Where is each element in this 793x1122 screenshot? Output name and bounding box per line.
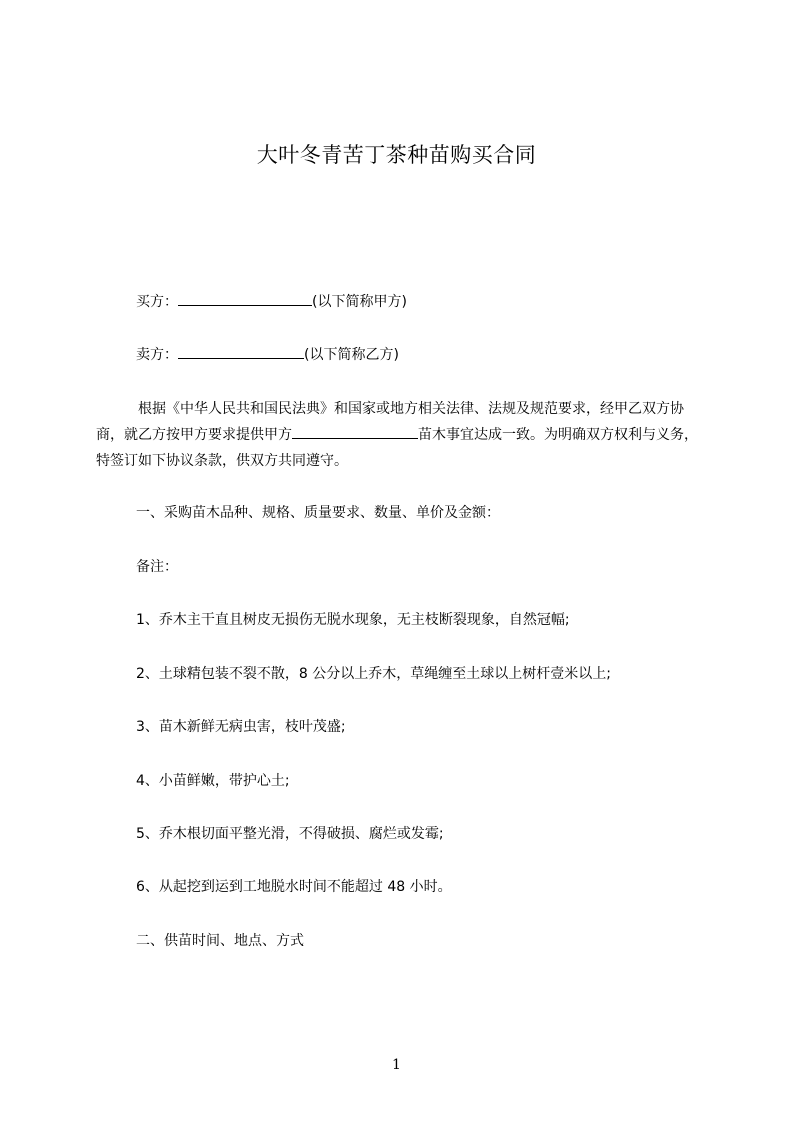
section-2-heading: 二、供苗时间、地点、方式 <box>136 933 304 949</box>
remark-item: 6、从起挖到运到工地脱水时间不能超过 48 小时。 <box>136 879 452 895</box>
buyer-suffix: (以下简称甲方) <box>312 294 407 310</box>
seller-suffix: (以下简称乙方) <box>304 347 399 363</box>
remarks-label: 备注： <box>136 559 178 575</box>
seller-blank <box>178 344 304 359</box>
buyer-label: 买方： <box>136 294 178 310</box>
remark-item: 3、苗木新鲜无病虫害，枝叶茂盛; <box>136 719 346 735</box>
page-number: 1 <box>392 1057 401 1073</box>
seedling-blank <box>292 424 418 439</box>
remark-item: 5、乔木根切面平整光滑，不得破损、腐烂或发霉; <box>136 826 444 842</box>
remark-item: 4、小苗鲜嫩，带护心土; <box>136 773 290 789</box>
document-title: 大叶冬青苦丁茶种苗购买合同 <box>256 143 537 167</box>
seller-label: 卖方： <box>136 347 178 363</box>
buyer-blank <box>178 291 312 306</box>
remark-item: 1、乔木主干直且树皮无损伤无脱水现象，无主枝断裂现象，自然冠幅; <box>136 612 570 628</box>
buyer-line <box>136 291 407 312</box>
section-1-heading: 一、采购苗木品种、规格、质量要求、数量、单价及金额： <box>136 505 500 521</box>
intro-paragraph <box>96 396 700 474</box>
seller-line <box>136 344 399 365</box>
intro-text-1: 根据《中华人民共和国民法典》和国家或地方相关法律、法规及规范要求，经甲乙双方协商，就乙方按甲方要求提供甲方 <box>96 401 684 443</box>
remark-item: 2、土球精包装不裂不散，8 公分以上乔木，草绳缠至土球以上树杆壹米以上; <box>136 666 611 682</box>
intro-text-2: 苗木事宜达成一致。为明确双方权利与义务，特签订如下协议条款，供双方共同遵守。 <box>96 427 698 469</box>
